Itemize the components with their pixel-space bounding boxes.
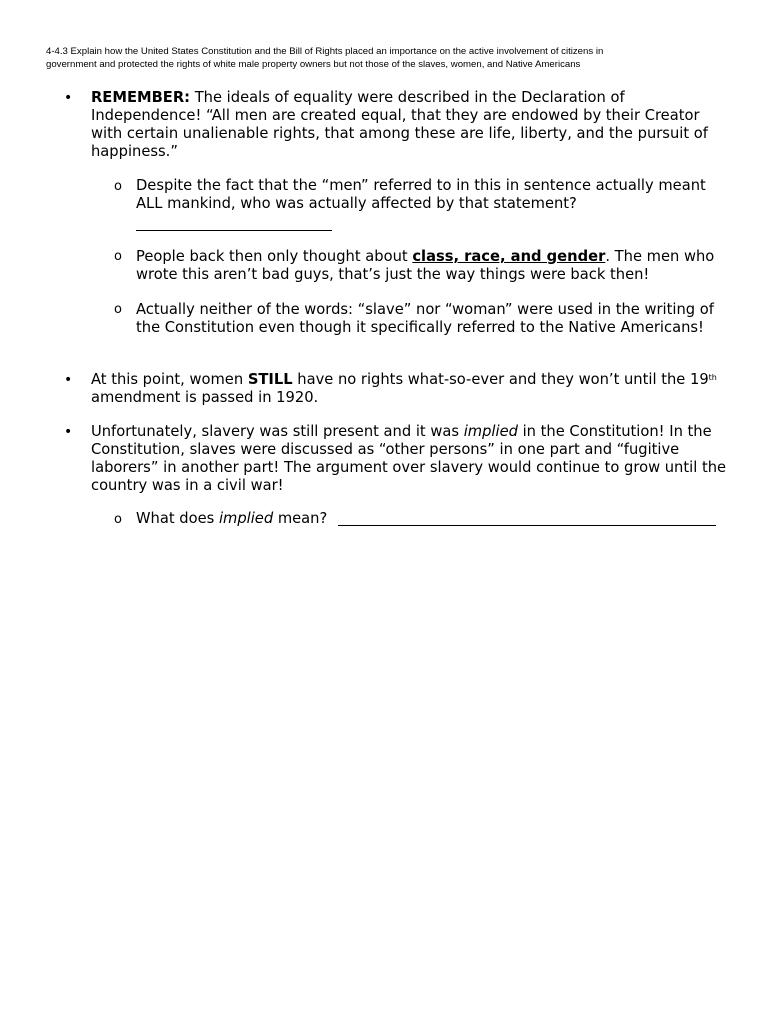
slave-woman-note: Actually neither of the words: “slave” nor “woman” were used in the writing of the Constitution even though it specifically referred to the Native Americans! — [136, 301, 714, 336]
class-race-gender-text-before: People back then only thought about — [136, 248, 413, 265]
remember-text: The ideals of equality were described in the Declaration of Independence! “All men are created equal, that they are endowed by their Creator with certain unalienable rights, that among these are life, liberty, and the pursuit of happiness.” — [91, 89, 708, 160]
implied-question-after: mean? — [273, 510, 328, 527]
sub-bullet-marker: o — [114, 512, 122, 527]
slavery-text-before: Unfortunately, slavery was still present and it was — [91, 423, 464, 440]
women-rights-text-middle: have no rights what-so-ever and they won’t until the 19 — [292, 371, 709, 388]
slavery-text-after: in the Constitution! In the Constitution, slaves were discussed as “other persons” in one part and “fugitive laborers” in another part! The argument over slavery would continue to grow until the country was in a civil war! — [91, 423, 727, 494]
implied-question-emphasis: implied — [218, 510, 274, 527]
sub-bullet-marker: o — [114, 302, 122, 317]
slavery-emphasis: implied — [463, 423, 518, 440]
women-rights-text-before: At this point, women — [91, 371, 248, 388]
mankind-question: Despite the fact that the “men” referred to in this in sentence actually meant ALL mankind, who was actually affected by that statement? — [136, 177, 706, 212]
remember-paragraph — [91, 89, 731, 161]
slavery-paragraph — [91, 423, 731, 495]
women-rights-emphasis: STILL — [247, 371, 293, 388]
implied-answer-blank[interactable] — [338, 525, 716, 526]
standard-header — [46, 45, 736, 71]
ordinal-superscript: th — [708, 373, 717, 382]
implied-question — [136, 510, 346, 528]
bullet-marker: • — [64, 90, 73, 106]
mankind-answer-blank[interactable] — [136, 230, 332, 231]
standard-header-line-1: 4-4.3 Explain how the United States Constitution and the Bill of Rights placed an importance on the active involvement of citizens in — [46, 46, 604, 57]
sub-bullet-marker: o — [114, 179, 122, 194]
class-race-gender-text-after: . The men who wrote this aren’t bad guys, that’s just the way things were back then! — [136, 248, 715, 283]
women-rights-text-after: amendment is passed in 1920. — [91, 389, 319, 406]
implied-question-before: What does — [136, 510, 219, 527]
standard-header-line-2: government and protected the rights of white male property owners but not those of the slaves, women, and Native Americans — [46, 59, 581, 70]
class-race-gender-note — [136, 248, 736, 284]
women-rights-paragraph — [91, 371, 731, 407]
sub-bullet-marker: o — [114, 249, 122, 264]
remember-label: REMEMBER: — [91, 89, 191, 106]
bullet-marker: • — [64, 424, 73, 440]
bullet-marker: • — [64, 372, 73, 388]
class-race-gender-emphasis: class, race, and gender — [412, 248, 606, 265]
